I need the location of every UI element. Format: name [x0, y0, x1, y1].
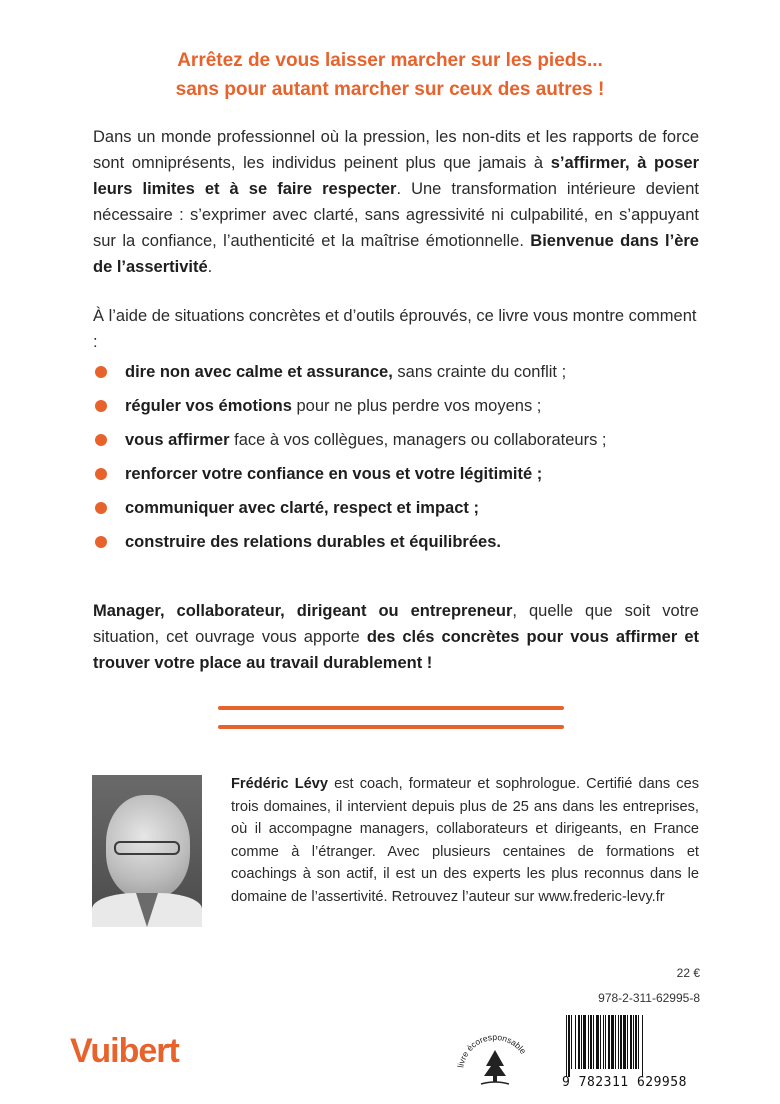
- list-item-bold: vous affirmer: [125, 431, 230, 449]
- list-item-bold: construire des relations durables et équilibrées.: [125, 533, 501, 551]
- intro-text-1: Dans un monde professionnel où la pression, les non-dits et les rapports de force sont omniprésents, les individus peinent plus que jamais à: [93, 128, 699, 172]
- list-item: [93, 529, 699, 555]
- barcode-bars: [566, 1015, 700, 1077]
- list-item-bold: communiquer avec clarté, respect et impact ;: [125, 499, 479, 517]
- tree-icon: [481, 1050, 509, 1084]
- benefits-list: [93, 359, 699, 555]
- publisher-logo: Vuibert: [70, 1032, 179, 1070]
- divider-line-bottom: [218, 725, 564, 729]
- divider-line-top: [218, 706, 564, 710]
- conclusion-bold-2: des clés concrètes pour vous affirmer et trouver votre place au travail durablement !: [93, 628, 699, 672]
- intro-text-2: . Une transformation intérieure devient nécessaire : s’exprimer avec clarté, sans agressivité ni culpabilité, en s’appuyant sur la confiance, l’authenticité et la maîtrise émotionnelle.: [93, 180, 699, 250]
- list-item-bold: renforcer votre confiance en vous et votre légitimité ;: [125, 465, 543, 483]
- barcode-number: 9 782311 629958: [562, 1075, 687, 1090]
- intro-bold-2: Bienvenue dans l’ère de l’assertivité: [93, 232, 699, 276]
- headline-line-1: Arrêtez de vous laisser marcher sur les pieds...: [177, 50, 603, 71]
- orange-dot-icon: [95, 434, 107, 446]
- intro-text-3: .: [207, 258, 213, 276]
- lead-paragraph: À l’aide de situations concrètes et d’outils éprouvés, ce livre vous montre comment :: [93, 307, 697, 351]
- author-bio-text: est coach, formateur et sophrologue. Certifié dans ces trois domaines, il intervient depuis plus de 25 ans dans les entreprises, où il accompagne managers, collaborateurs et dirigeants, en France comme à l’étranger. Avec plusieurs centaines de formations et coachings à son actif, il est un des experts les plus reconnus dans le domaine de l’assertivité. Retrouvez l’auteur sur www.frederic-levy.fr: [231, 776, 699, 905]
- conclusion-paragraph: [93, 598, 699, 676]
- author-photo: [92, 775, 202, 927]
- list-item-bold: dire non avec calme et assurance,: [125, 363, 393, 381]
- orange-dot-icon: [95, 536, 107, 548]
- orange-dot-icon: [95, 468, 107, 480]
- intro-bold-1: s’affirmer, à poser leurs limites et à se faire respecter: [93, 154, 699, 198]
- list-item-bold: réguler vos émotions: [125, 397, 292, 415]
- conclusion-bold-1: Manager, collaborateur, dirigeant ou entrepreneur: [93, 602, 513, 620]
- intro-paragraph: [93, 124, 699, 280]
- headline-line-2: sans pour autant marcher sur ceux des autres !: [175, 79, 605, 100]
- isbn-label: 978-2-311-62995-8: [598, 991, 700, 1005]
- orange-dot-icon: [95, 502, 107, 514]
- list-item-text: sans crainte du conflit ;: [392, 363, 567, 381]
- eco-badge: [455, 1020, 535, 1090]
- author-bio: [231, 773, 699, 908]
- eco-badge-text: livre écoresponsable: [455, 1031, 529, 1069]
- conclusion-text-1: , quelle que soit votre situation, cet ouvrage vous apporte: [93, 602, 699, 646]
- list-item-text: pour ne plus perdre vos moyens ;: [291, 397, 542, 415]
- barcode-bar: [643, 1015, 645, 1077]
- back-cover-headline: [0, 46, 780, 104]
- orange-dot-icon: [95, 400, 107, 412]
- author-name: Frédéric Lévy: [231, 776, 328, 792]
- orange-dot-icon: [95, 366, 107, 378]
- list-item: [93, 495, 699, 521]
- list-item: [93, 393, 699, 419]
- author-glasses: [114, 841, 180, 855]
- list-item-text: face à vos collègues, managers ou collaborateurs ;: [229, 431, 607, 449]
- barcode: [560, 1015, 702, 1090]
- list-item: [93, 427, 699, 453]
- list-item: [93, 359, 699, 385]
- price-label: 22 €: [676, 966, 700, 980]
- list-item: [93, 461, 699, 487]
